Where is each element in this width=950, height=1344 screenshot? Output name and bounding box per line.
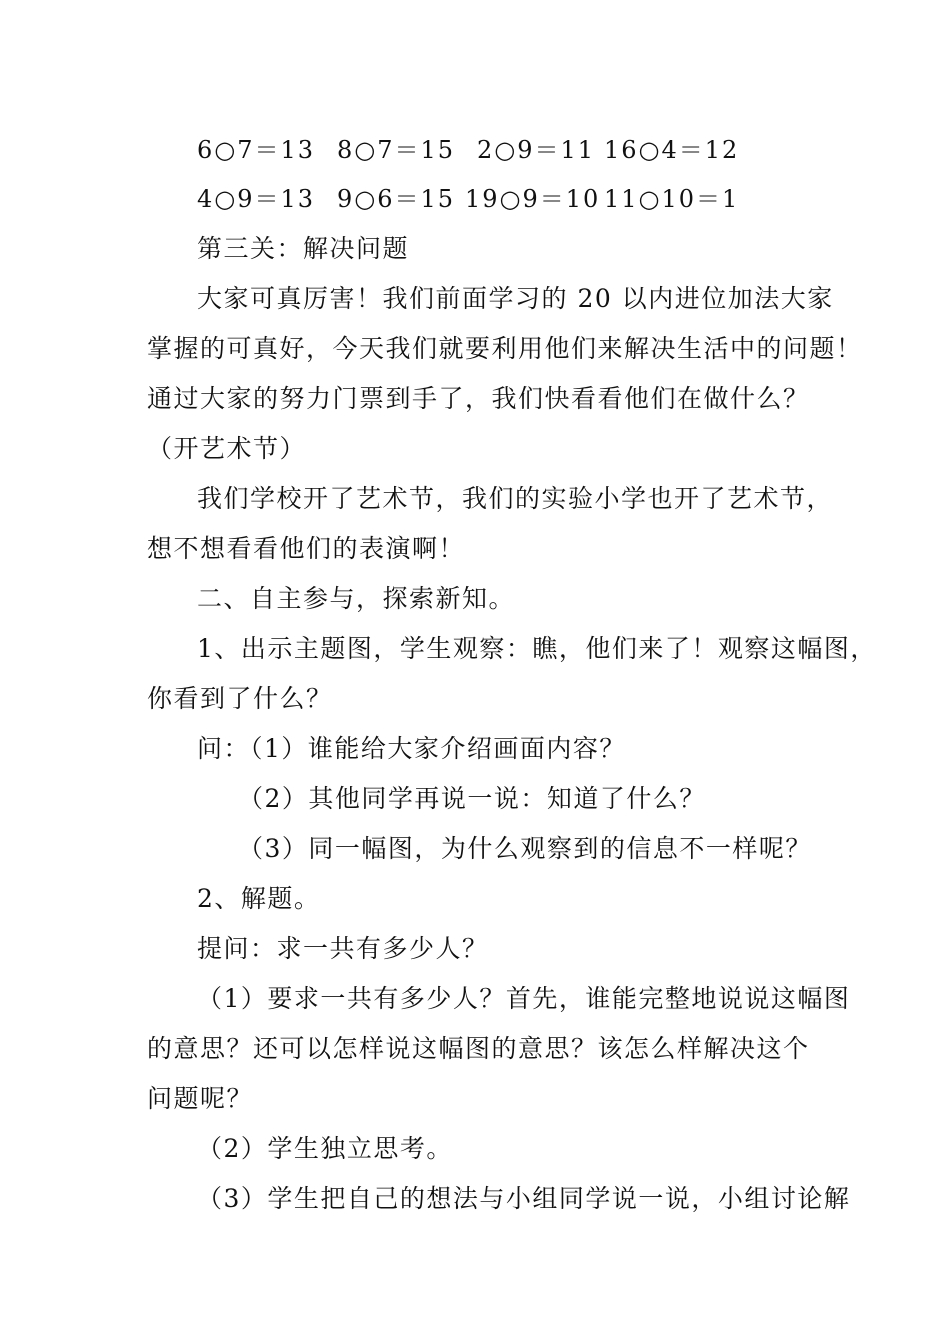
paragraph-line: 1、出示主题图，学生观察：瞧，他们来了！观察这幅图， (197, 634, 877, 663)
equation: 8○7＝15 (337, 136, 456, 164)
paragraph-line: 大家可真厉害！我们前面学习的 20 以内进位加法大家 (197, 284, 834, 313)
paragraph-line: 掌握的可真好，今天我们就要利用他们来解决生活中的问题！ (147, 334, 863, 363)
paragraph-line: 想不想看看他们的表演啊！ (147, 534, 466, 563)
section-heading: 第三关：解决问题 (197, 234, 410, 263)
equation: 16○4＝12 (604, 136, 740, 164)
equation: 2○9＝11 (477, 136, 596, 164)
paragraph-line: （1）要求一共有多少人？首先，谁能完整地说说这幅图 (197, 984, 851, 1013)
paragraph-line: （开艺术节） (147, 434, 307, 463)
paragraph-line: （2）学生独立思考。 (197, 1134, 453, 1163)
equation: 9○6＝15 (337, 185, 456, 213)
paragraph-line: 通过大家的努力门票到手了，我们快看看他们在做什么？ (147, 384, 810, 413)
paragraph-line: 的意思？还可以怎样说这幅图的意思？该怎么样解决这个 (147, 1034, 810, 1063)
paragraph-line: （3）学生把自己的想法与小组同学说一说，小组讨论解 (197, 1184, 851, 1213)
equation: 4○9＝13 (197, 185, 316, 213)
equation: 6○7＝13 (197, 136, 316, 164)
section-heading: 二、自主参与，探索新知。 (197, 584, 516, 613)
question-line: （3）同一幅图，为什么观察到的信息不一样呢？ (238, 834, 812, 863)
paragraph-line: 提问：求一共有多少人？ (197, 934, 489, 963)
equation: 19○9＝10 (465, 185, 601, 213)
section-heading: 2、解题。 (197, 884, 321, 913)
paragraph-line: 我们学校开了艺术节，我们的实验小学也开了艺术节， (197, 484, 834, 513)
paragraph-line: 问题呢？ (147, 1084, 254, 1113)
paragraph-line: 你看到了什么？ (147, 684, 333, 713)
question-line: 问：（1）谁能给大家介绍画面内容？ (197, 734, 626, 763)
equation: 11○10＝1 (604, 185, 740, 213)
question-line: （2）其他同学再说一说：知道了什么？ (238, 784, 706, 813)
